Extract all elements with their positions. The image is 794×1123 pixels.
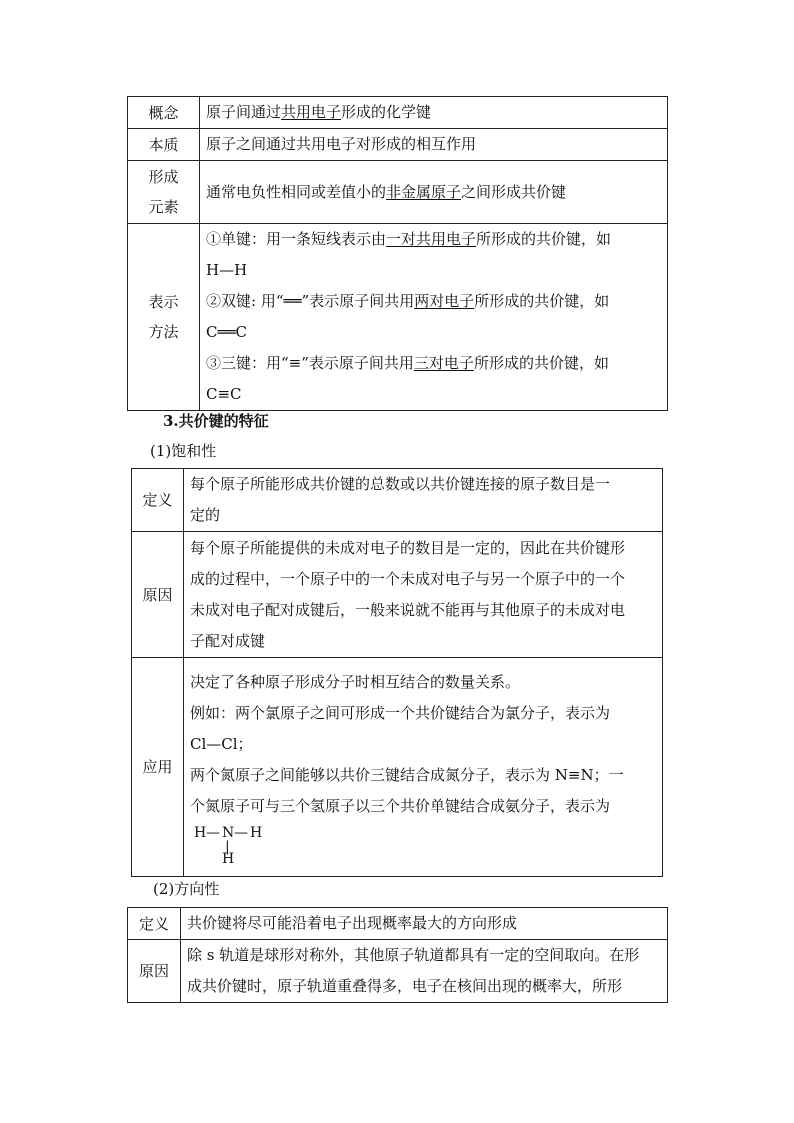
text-line: 每个原子所能提供的未成对电子的数目是一定的，因此在共价键形 [190, 538, 626, 557]
text-line: 成的过程中，一个原子中的一个未成对电子与另一个原子中的一个 [190, 569, 626, 588]
table-row [132, 469, 663, 532]
text-line [206, 286, 661, 317]
row-value: 共价键将尽可能沿着电子出现概率最大的方向形成 [181, 908, 668, 940]
row-key: 定义 [132, 469, 184, 532]
formula: H—H [206, 261, 248, 279]
formula: C≡C [206, 385, 242, 403]
text-line: 未成对电子配对成键后，一般来说就不能再与其他原子的未成对电 [190, 600, 626, 619]
key-line: 形成 [148, 168, 179, 186]
bond-table [127, 96, 668, 411]
text-segment: 通常电负性相同或差值小的 [206, 182, 387, 201]
text-segment: ②双键: 用“══”表示原子间共用 [206, 292, 415, 310]
atom-h: H [250, 824, 263, 841]
table-row [128, 129, 668, 161]
row-key: 原因 [128, 940, 181, 1003]
row-value [200, 224, 668, 411]
underlined-text: 两对电子 [414, 292, 475, 310]
text-segment: 形成的化学键 [341, 103, 432, 121]
row-value: 原子之间通过共用电子对形成的相互作用 [200, 129, 668, 161]
underlined-text: 共用电子 [281, 103, 342, 121]
text-line: 子配对成键 [190, 631, 266, 650]
underlined-text: 三对电子 [413, 354, 474, 372]
text-segment: 原子间通过 [206, 103, 282, 121]
text-line: 每个原子所能形成共价键的总数或以共价键连接的原子数目是一 [190, 475, 611, 493]
table-row [128, 940, 668, 1003]
key-line: 元素 [148, 198, 179, 216]
text-segment: 之间形成共价键 [461, 182, 567, 201]
text-segment: 所形成的共价键，如 [474, 292, 610, 310]
row-key [128, 224, 200, 411]
row-value [200, 97, 668, 129]
underlined-text: 一对共用电子 [386, 230, 477, 248]
text-line: 个氮原子可与三个氢原子以三个共价单键结合成氨分子，表示为 [190, 796, 611, 815]
atom-h: H [222, 850, 235, 867]
table-row [128, 908, 668, 940]
row-key [128, 161, 200, 224]
row-value [184, 532, 663, 658]
text-segment: 所形成的共价键，如 [476, 230, 612, 248]
table-row [128, 224, 668, 411]
text-segment: ③三键：用“≡”表示原子间共用 [206, 354, 414, 372]
row-key: 应用 [132, 658, 184, 877]
text-line: 除 s 轨道是球形对称外，其他原子轨道都具有一定的空间取向。在形 [187, 946, 640, 964]
bond: | [225, 838, 230, 855]
text-line [206, 224, 661, 255]
key-line: 方法 [148, 323, 179, 341]
table-row [132, 532, 663, 658]
bond: — [206, 824, 220, 841]
row-key: 定义 [128, 908, 181, 940]
table-row [128, 97, 668, 129]
text-segment: 所形成的共价键，如 [473, 354, 609, 372]
table-row [132, 658, 663, 877]
row-value [200, 161, 668, 224]
row-value [181, 940, 668, 1003]
text-line: 两个氮原子之间能够以共价三键结合成氮分子，表示为 N≡N；一 [190, 765, 624, 784]
row-key: 概念 [128, 97, 200, 129]
subsection-heading: (2)方向性 [153, 880, 220, 898]
bond: — [234, 824, 248, 841]
direction-table [127, 907, 668, 1003]
table-row [128, 161, 668, 224]
subsection-heading: (1)饱和性 [150, 442, 217, 460]
row-key: 本质 [128, 129, 200, 161]
atom-h: H [194, 824, 207, 841]
formula: C══C [206, 323, 248, 341]
text-line: 成共价键时，原子轨道重叠得多，电子在核间出现的概率大，所形 [187, 977, 623, 995]
text-line [206, 348, 661, 379]
text-line: 决定了各种原子形成分子时相互结合的数量关系。 [190, 672, 521, 691]
row-value [184, 658, 663, 877]
saturation-table [131, 468, 663, 877]
underlined-text: 非金属原子 [386, 182, 462, 201]
text-segment: ①单键：用一条短线表示由 [206, 230, 387, 248]
key-line: 表示 [148, 293, 179, 311]
text-line: 定的 [190, 506, 221, 524]
formula: Cl—Cl； [190, 734, 253, 753]
section-heading: 3.共价键的特征 [163, 412, 269, 430]
row-value [184, 469, 663, 532]
atom-n: N [222, 824, 235, 841]
row-key: 原因 [132, 532, 184, 658]
ammonia-structure [190, 822, 280, 868]
text-line: 例如：两个氯原子之间可形成一个共价键结合为氯分子，表示为 [190, 703, 611, 722]
